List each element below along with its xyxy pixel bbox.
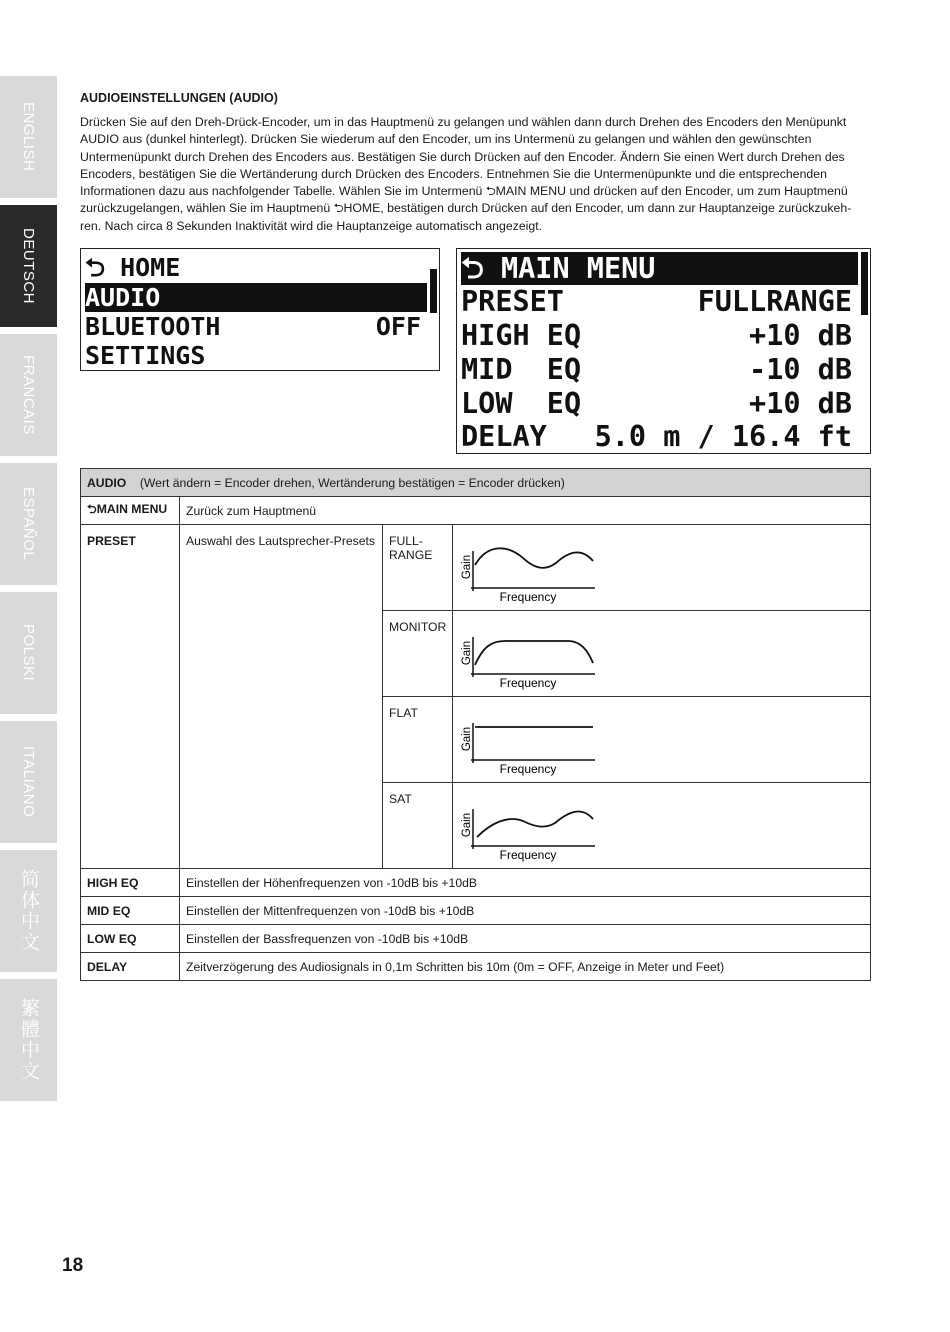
tab-label: FRANCAIS <box>20 355 37 435</box>
tab-polski[interactable] <box>0 592 57 714</box>
preset-option-fullrange <box>383 525 453 611</box>
intro-line: Encoders, bestätigen Sie die Wertänderung durch Drücken des Encoders. Entnehmen Sie die Untermenüpunkte und die entsprechenden <box>80 166 827 181</box>
lcd-main-menu <box>80 248 440 371</box>
lcd-value: 5.0 m / 16.4 ft <box>594 420 852 453</box>
row-desc: Zeitverzögerung des Audiosignals in 0,1m Schritten bis 10m (0m = OFF, Anzeige in Meter und Feet) <box>180 953 871 981</box>
page-number: 18 <box>62 1255 84 1276</box>
lcd-label: ⮌ MAIN MENU <box>461 252 656 285</box>
row-name: PRESET <box>81 525 180 869</box>
curve-line <box>477 811 593 837</box>
lcd-row-settings <box>85 341 427 370</box>
lcd-row-high-eq <box>461 319 858 352</box>
graph-sat <box>453 783 871 869</box>
option-label: MONITOR <box>389 620 447 634</box>
row-desc: Einstellen der Bassfrequenzen von -10dB bis +10dB <box>180 925 871 953</box>
lcd-value: +10 dB <box>749 387 852 420</box>
option-label: FULL- <box>389 534 423 548</box>
lcd-label: DELAY <box>461 420 547 453</box>
intro-text <box>80 114 870 235</box>
y-axis-label: Gain <box>461 554 474 580</box>
option-label: FLAT <box>389 706 418 720</box>
lcd-row-main-menu <box>461 252 858 285</box>
lcd-scrollbar <box>430 269 437 313</box>
table-header-title: AUDIO <box>87 475 127 490</box>
curve-line <box>475 548 593 568</box>
tab-italiano[interactable] <box>0 721 57 843</box>
preset-option-sat <box>383 783 453 869</box>
row-name: HIGH EQ <box>81 869 180 897</box>
preset-option-monitor <box>383 611 453 697</box>
row-desc: Zurück zum Hauptmenü <box>180 497 871 525</box>
table-row-preset <box>81 525 871 611</box>
lcd-row-audio <box>85 283 427 312</box>
fullrange-curve-graph <box>453 525 613 610</box>
table-row-high-eq <box>81 869 871 897</box>
lcd-row-mid-eq <box>461 353 858 386</box>
intro-line: zurückzugelangen, wählen Sie im Hauptmenü ⮌HOME, bestätigen durch Drücken auf den Encoder, um dann zur Hauptanzeige zurückzukeh- <box>80 201 852 216</box>
table-header <box>81 469 871 497</box>
intro-line: AUDIO aus (dunkel hinterlegt). Drücken Sie wiederum auf den Encoder, um ins Untermenü zu gelangen und wählen den gewünschten <box>80 132 812 147</box>
table-row-delay <box>81 953 871 981</box>
row-desc: Einstellen der Höhenfrequenzen von -10dB bis +10dB <box>180 869 871 897</box>
section-heading: AUDIOEINSTELLUNGEN (AUDIO) <box>80 91 278 105</box>
lcd-label: AUDIO <box>85 283 161 312</box>
monitor-curve-graph <box>453 611 613 696</box>
x-axis-label: Frequency <box>499 590 557 604</box>
row-name: ⮌MAIN MENU <box>81 497 180 525</box>
audio-settings-table <box>80 468 871 981</box>
lcd-label: MID EQ <box>461 353 582 386</box>
graph-fullrange <box>453 525 871 611</box>
intro-line: Drücken Sie auf den Dreh-Drück-Encoder, um in das Hauptmenü zu gelangen und wählen dann durch Drehen des Encoders den Menüpunkt <box>80 115 847 129</box>
y-axis-label: Gain <box>461 812 474 838</box>
x-axis-label: Frequency <box>499 848 557 862</box>
lcd-value: -10 dB <box>749 353 852 386</box>
tab-label: ITALIANO <box>20 746 37 818</box>
x-axis-label: Frequency <box>499 762 557 776</box>
intro-line: Informationen dazu aus nachfolgender Tabelle. Wählen Sie im Untermenü ⮌MAIN MENU und drücken auf den Encoder, um zum Hauptmenü <box>80 184 848 199</box>
lcd-label: BLUETOOTH <box>85 312 221 341</box>
graph-flat <box>453 697 871 783</box>
lcd-label: LOW EQ <box>461 387 582 420</box>
tab-chinese-simplified[interactable] <box>0 850 57 972</box>
lcd-value: +10 dB <box>749 319 852 352</box>
graph-monitor <box>453 611 871 697</box>
lcd-row-preset <box>461 285 858 318</box>
option-label: SAT <box>389 792 412 806</box>
lcd-row-low-eq <box>461 387 858 420</box>
row-name: LOW EQ <box>81 925 180 953</box>
tab-english[interactable] <box>0 76 57 198</box>
tab-label: DEUTSCH <box>20 227 37 304</box>
table-header-note: (Wert ändern = Encoder drehen, Wertänderung bestätigen = Encoder drücken) <box>139 475 565 490</box>
tab-label: 简体中文 <box>18 869 39 953</box>
x-axis-label: Frequency <box>499 676 557 690</box>
row-name: DELAY <box>81 953 180 981</box>
tab-label: ENGLISH <box>20 102 37 172</box>
lcd-value: FULLRANGE <box>697 285 852 318</box>
option-label: RANGE <box>389 548 433 562</box>
tab-label: POLSKI <box>20 624 37 682</box>
lcd-row-home <box>85 253 427 282</box>
preset-option-flat <box>383 697 453 783</box>
lcd-label: SETTINGS <box>85 341 206 370</box>
y-axis-label: Gain <box>461 640 474 666</box>
row-desc: Auswahl des Lautsprecher-Presets <box>180 525 383 869</box>
table-row-mid-eq <box>81 897 871 925</box>
row-name: MID EQ <box>81 897 180 925</box>
tab-espanol[interactable] <box>0 463 57 585</box>
tab-francais[interactable] <box>0 334 57 456</box>
y-axis-label: Gain <box>461 726 474 752</box>
lcd-row-bluetooth <box>85 312 427 341</box>
table-header-row <box>81 469 871 497</box>
lcd-scrollbar <box>861 252 868 315</box>
lcd-row-delay <box>461 420 858 453</box>
table-row-low-eq <box>81 925 871 953</box>
lcd-label: HIGH EQ <box>461 319 582 352</box>
lcd-value: OFF <box>375 312 421 341</box>
tab-chinese-traditional[interactable] <box>0 979 57 1101</box>
flat-curve-graph <box>453 697 613 782</box>
lcd-label: PRESET <box>461 285 564 318</box>
intro-line: ren. Nach circa 8 Sekunden Inaktivität wird die Hauptanzeige automatisch angezeigt. <box>80 218 543 233</box>
table-row-main-menu <box>81 497 871 525</box>
intro-line: Untermenüpunkt durch Drehen des Encoders aus. Bestätigen Sie durch Drücken auf den Encoder. Ändern Sie einen Wert durch Drehen des <box>80 149 845 164</box>
tab-label: ESPAÑOL <box>20 487 37 561</box>
tab-deutsch[interactable] <box>0 205 57 327</box>
lcd-audio-menu <box>456 248 871 454</box>
row-desc: Einstellen der Mittenfrequenzen von -10dB bis +10dB <box>180 897 871 925</box>
sat-curve-graph <box>453 783 613 868</box>
curve-line <box>475 641 593 665</box>
lcd-label: ⮌ HOME <box>85 253 181 282</box>
tab-label: 繁體中文 <box>18 998 39 1082</box>
